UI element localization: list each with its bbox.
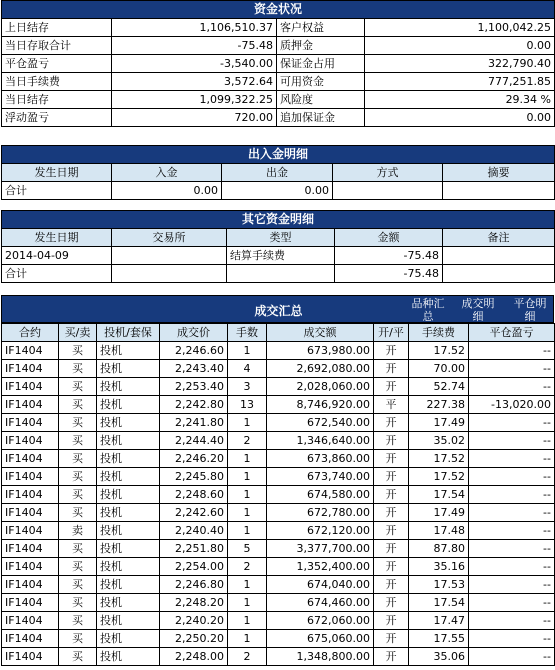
trade-fee: 52.74 <box>409 378 469 396</box>
trade-contract: IF1404 <box>2 378 59 396</box>
trade-price: 2,246.80 <box>160 576 228 594</box>
trade-openclose: 开 <box>374 378 409 396</box>
trade-amount: 8,746,920.00 <box>267 396 374 414</box>
trade-openclose: 开 <box>374 612 409 630</box>
trade-hedge: 投机 <box>97 576 160 594</box>
trade-contract: IF1404 <box>2 558 59 576</box>
funds-row <box>2 19 555 37</box>
trade-lots: 1 <box>228 630 267 648</box>
trade-fee: 35.16 <box>409 558 469 576</box>
trade-pnl: -13,020.00 <box>469 396 555 414</box>
trade-lots: 1 <box>228 522 267 540</box>
other-row-date: 2014-04-09 <box>2 247 112 265</box>
trade-lots: 4 <box>228 360 267 378</box>
trade-price: 2,246.20 <box>160 450 228 468</box>
table-row <box>2 360 555 378</box>
trade-hedge: 投机 <box>97 432 160 450</box>
trade-contract: IF1404 <box>2 648 59 666</box>
table-row <box>2 342 555 360</box>
trade-side: 买 <box>59 342 97 360</box>
table-row <box>2 558 555 576</box>
other-col-exchange: 交易所 <box>112 229 227 247</box>
funds-value: 322,790.40 <box>365 55 555 73</box>
trade-price: 2,254.00 <box>160 558 228 576</box>
funds-value: 0.00 <box>365 37 555 55</box>
trade-contract: IF1404 <box>2 576 59 594</box>
trade-fee: 17.54 <box>409 594 469 612</box>
trade-price: 2,243.40 <box>160 360 228 378</box>
other-col-note: 备注 <box>443 229 555 247</box>
funds-row <box>2 109 555 127</box>
trade-pnl: -- <box>469 522 555 540</box>
trade-lots: 1 <box>228 612 267 630</box>
other-total-row <box>2 265 555 283</box>
trade-pnl: -- <box>469 594 555 612</box>
funds-value: 1,106,510.37 <box>112 19 277 37</box>
trade-price: 2,251.80 <box>160 540 228 558</box>
trade-pnl: -- <box>469 630 555 648</box>
trade-price: 2,240.40 <box>160 522 228 540</box>
trade-side: 买 <box>59 612 97 630</box>
trade-fee: 35.06 <box>409 648 469 666</box>
funds-label: 客户权益 <box>277 19 365 37</box>
trade-hedge: 投机 <box>97 630 160 648</box>
trade-openclose: 平 <box>374 396 409 414</box>
funds-label: 浮动盈亏 <box>2 109 112 127</box>
funds-value: 29.34 % <box>365 91 555 109</box>
trades-col-hedge: 投机/套保 <box>97 324 160 342</box>
trade-contract: IF1404 <box>2 630 59 648</box>
trade-side: 买 <box>59 558 97 576</box>
trade-fee: 17.55 <box>409 630 469 648</box>
table-row <box>2 432 555 450</box>
trade-lots: 1 <box>228 576 267 594</box>
trade-lots: 2 <box>228 648 267 666</box>
funds-label: 可用资金 <box>277 73 365 91</box>
trade-openclose: 开 <box>374 414 409 432</box>
trade-pnl: -- <box>469 360 555 378</box>
trade-price: 2,241.80 <box>160 414 228 432</box>
trade-amount: 673,740.00 <box>267 468 374 486</box>
trade-openclose: 开 <box>374 576 409 594</box>
funds-table <box>1 0 555 127</box>
trade-hedge: 投机 <box>97 342 160 360</box>
trade-price: 2,248.20 <box>160 594 228 612</box>
trades-col-price: 成交价 <box>160 324 228 342</box>
inout-table <box>1 145 555 200</box>
table-row <box>2 486 555 504</box>
trade-amount: 3,377,700.00 <box>267 540 374 558</box>
funds-value: 720.00 <box>112 109 277 127</box>
inout-total-label: 合计 <box>2 182 112 200</box>
trades-col-contract: 合约 <box>2 324 59 342</box>
table-row <box>2 414 555 432</box>
trade-lots: 1 <box>228 450 267 468</box>
inout-total-row <box>2 182 555 200</box>
trade-side: 买 <box>59 360 97 378</box>
inout-col-in: 入金 <box>112 164 222 182</box>
trade-pnl: -- <box>469 450 555 468</box>
inout-col-out: 出金 <box>222 164 333 182</box>
inout-col-method: 方式 <box>333 164 443 182</box>
funds-label: 质押金 <box>277 37 365 55</box>
trade-lots: 1 <box>228 504 267 522</box>
trade-hedge: 投机 <box>97 522 160 540</box>
other-total-label: 合计 <box>2 265 112 283</box>
trade-lots: 1 <box>228 468 267 486</box>
trade-hedge: 投机 <box>97 504 160 522</box>
trade-price: 2,248.00 <box>160 648 228 666</box>
trade-fee: 17.54 <box>409 486 469 504</box>
trade-price: 2,240.20 <box>160 612 228 630</box>
trade-pnl: -- <box>469 504 555 522</box>
trades-col-lots: 手数 <box>228 324 267 342</box>
funds-value: -75.48 <box>112 37 277 55</box>
other-row <box>2 247 555 265</box>
trade-side: 买 <box>59 450 97 468</box>
trade-contract: IF1404 <box>2 450 59 468</box>
trade-price: 2,245.80 <box>160 468 228 486</box>
table-row <box>2 576 555 594</box>
trade-hedge: 投机 <box>97 594 160 612</box>
funds-row <box>2 55 555 73</box>
other-row-amount: -75.48 <box>335 247 443 265</box>
trade-contract: IF1404 <box>2 540 59 558</box>
trade-pnl: -- <box>469 558 555 576</box>
trade-contract: IF1404 <box>2 468 59 486</box>
trade-side: 买 <box>59 648 97 666</box>
trade-openclose: 开 <box>374 558 409 576</box>
trade-fee: 17.52 <box>409 450 469 468</box>
funds-label: 当日存取合计 <box>2 37 112 55</box>
trade-amount: 2,692,080.00 <box>267 360 374 378</box>
table-row <box>2 648 555 666</box>
trade-hedge: 投机 <box>97 558 160 576</box>
trade-openclose: 开 <box>374 432 409 450</box>
trade-openclose: 开 <box>374 504 409 522</box>
trade-fee: 17.52 <box>409 468 469 486</box>
funds-label: 当日手续费 <box>2 73 112 91</box>
trade-pnl: -- <box>469 342 555 360</box>
trades-col-openclose: 开/平 <box>374 324 409 342</box>
variety-summary-link[interactable]: 品种汇总 <box>411 297 445 323</box>
trade-price: 2,253.40 <box>160 378 228 396</box>
trade-contract: IF1404 <box>2 396 59 414</box>
trade-openclose: 开 <box>374 630 409 648</box>
funds-label: 风险度 <box>277 91 365 109</box>
trade-hedge: 投机 <box>97 378 160 396</box>
trade-openclose: 开 <box>374 468 409 486</box>
funds-label: 上日结存 <box>2 19 112 37</box>
funds-label: 当日结存 <box>2 91 112 109</box>
trade-lots: 13 <box>228 396 267 414</box>
funds-title: 资金状况 <box>2 1 555 19</box>
trade-contract: IF1404 <box>2 594 59 612</box>
trade-hedge: 投机 <box>97 486 160 504</box>
trade-amount: 675,060.00 <box>267 630 374 648</box>
trade-fee: 17.48 <box>409 522 469 540</box>
trade-hedge: 投机 <box>97 612 160 630</box>
trade-fee: 87.80 <box>409 540 469 558</box>
trade-openclose: 开 <box>374 486 409 504</box>
funds-label: 平仓盈亏 <box>2 55 112 73</box>
funds-value: 1,099,322.25 <box>112 91 277 109</box>
trade-price: 2,244.40 <box>160 432 228 450</box>
trades-col-fee: 手续费 <box>409 324 469 342</box>
funds-value: 777,251.85 <box>365 73 555 91</box>
trades-col-pnl: 平仓盈亏 <box>469 324 555 342</box>
trade-hedge: 投机 <box>97 540 160 558</box>
trade-contract: IF1404 <box>2 612 59 630</box>
trades-section <box>1 295 555 666</box>
trade-hedge: 投机 <box>97 450 160 468</box>
other-col-date: 发生日期 <box>2 229 112 247</box>
trade-side: 卖 <box>59 522 97 540</box>
trade-fee: 70.00 <box>409 360 469 378</box>
trade-side: 买 <box>59 540 97 558</box>
trade-pnl: -- <box>469 486 555 504</box>
funds-label: 追加保证金 <box>277 109 365 127</box>
table-row <box>2 396 555 414</box>
trade-hedge: 投机 <box>97 396 160 414</box>
trade-openclose: 开 <box>374 522 409 540</box>
trade-lots: 1 <box>228 594 267 612</box>
other-row-note <box>443 247 555 265</box>
funds-value: -3,540.00 <box>112 55 277 73</box>
trade-amount: 673,980.00 <box>267 342 374 360</box>
trade-lots: 2 <box>228 558 267 576</box>
trade-price: 2,246.60 <box>160 342 228 360</box>
trade-price: 2,248.60 <box>160 486 228 504</box>
trade-hedge: 投机 <box>97 648 160 666</box>
table-row <box>2 540 555 558</box>
trade-pnl: -- <box>469 612 555 630</box>
trade-price: 2,242.60 <box>160 504 228 522</box>
trade-fee: 35.02 <box>409 432 469 450</box>
other-col-type: 类型 <box>227 229 335 247</box>
table-row <box>2 378 555 396</box>
trade-fee: 227.38 <box>409 396 469 414</box>
table-row <box>2 450 555 468</box>
trade-amount: 1,346,640.00 <box>267 432 374 450</box>
funds-row <box>2 37 555 55</box>
trade-side: 买 <box>59 396 97 414</box>
funds-value: 3,572.64 <box>112 73 277 91</box>
trade-amount: 672,120.00 <box>267 522 374 540</box>
trade-lots: 3 <box>228 378 267 396</box>
trade-fee: 17.49 <box>409 414 469 432</box>
trade-contract: IF1404 <box>2 342 59 360</box>
funds-label: 保证金占用 <box>277 55 365 73</box>
trade-amount: 672,060.00 <box>267 612 374 630</box>
other-total-amount: -75.48 <box>335 265 443 283</box>
trade-lots: 5 <box>228 540 267 558</box>
trade-pnl: -- <box>469 576 555 594</box>
table-row <box>2 504 555 522</box>
trade-pnl: -- <box>469 540 555 558</box>
trade-openclose: 开 <box>374 594 409 612</box>
trade-side: 买 <box>59 576 97 594</box>
trades-title: 成交汇总 <box>254 304 303 318</box>
trade-hedge: 投机 <box>97 360 160 378</box>
trade-openclose: 开 <box>374 450 409 468</box>
trade-price: 2,242.80 <box>160 396 228 414</box>
trade-openclose: 开 <box>374 540 409 558</box>
trade-pnl: -- <box>469 648 555 666</box>
table-row <box>2 468 555 486</box>
trade-pnl: -- <box>469 414 555 432</box>
trade-amount: 674,460.00 <box>267 594 374 612</box>
inout-total-summary <box>443 182 555 200</box>
inout-title: 出入金明细 <box>2 146 555 164</box>
close-detail-link[interactable]: 平仓明细 <box>513 297 547 323</box>
funds-value: 0.00 <box>365 109 555 127</box>
trade-amount: 2,028,060.00 <box>267 378 374 396</box>
trade-side: 买 <box>59 414 97 432</box>
trade-pnl: -- <box>469 468 555 486</box>
trade-amount: 674,040.00 <box>267 576 374 594</box>
trade-openclose: 开 <box>374 360 409 378</box>
trade-pnl: -- <box>469 378 555 396</box>
inout-total-in: 0.00 <box>112 182 222 200</box>
trade-price: 2,250.20 <box>160 630 228 648</box>
funds-value: 1,100,042.25 <box>365 19 555 37</box>
trade-fee: 17.52 <box>409 342 469 360</box>
trades-table <box>1 323 555 666</box>
trade-side: 买 <box>59 630 97 648</box>
trade-amount: 672,540.00 <box>267 414 374 432</box>
trade-side: 买 <box>59 486 97 504</box>
trade-contract: IF1404 <box>2 414 59 432</box>
trade-side: 买 <box>59 594 97 612</box>
trade-amount: 1,352,400.00 <box>267 558 374 576</box>
trade-lots: 2 <box>228 432 267 450</box>
trades-col-side: 买/卖 <box>59 324 97 342</box>
trade-fee: 17.49 <box>409 504 469 522</box>
trade-contract: IF1404 <box>2 504 59 522</box>
trade-amount: 674,580.00 <box>267 486 374 504</box>
trade-pnl: -- <box>469 432 555 450</box>
trade-fee: 17.53 <box>409 576 469 594</box>
table-row <box>2 522 555 540</box>
trade-contract: IF1404 <box>2 522 59 540</box>
trade-amount: 1,348,800.00 <box>267 648 374 666</box>
other-row-type: 结算手续费 <box>227 247 335 265</box>
trade-hedge: 投机 <box>97 414 160 432</box>
inout-col-date: 发生日期 <box>2 164 112 182</box>
trades-col-amount: 成交额 <box>267 324 374 342</box>
trade-detail-link[interactable]: 成交明细 <box>461 297 495 323</box>
trade-lots: 1 <box>228 486 267 504</box>
funds-row <box>2 73 555 91</box>
trade-side: 买 <box>59 468 97 486</box>
trade-side: 买 <box>59 504 97 522</box>
table-row <box>2 630 555 648</box>
trades-header <box>1 295 554 323</box>
trade-amount: 672,780.00 <box>267 504 374 522</box>
trade-side: 买 <box>59 432 97 450</box>
trade-openclose: 开 <box>374 648 409 666</box>
other-row-exchange <box>112 247 227 265</box>
trade-lots: 1 <box>228 414 267 432</box>
other-col-amount: 金额 <box>335 229 443 247</box>
trade-amount: 673,860.00 <box>267 450 374 468</box>
funds-row <box>2 91 555 109</box>
trade-contract: IF1404 <box>2 486 59 504</box>
trade-openclose: 开 <box>374 342 409 360</box>
inout-total-method <box>333 182 443 200</box>
trade-hedge: 投机 <box>97 468 160 486</box>
trade-lots: 1 <box>228 342 267 360</box>
table-row <box>2 612 555 630</box>
trade-side: 买 <box>59 378 97 396</box>
inout-col-summary: 摘要 <box>443 164 555 182</box>
inout-total-out: 0.00 <box>222 182 333 200</box>
trade-contract: IF1404 <box>2 360 59 378</box>
trade-fee: 17.47 <box>409 612 469 630</box>
trade-contract: IF1404 <box>2 432 59 450</box>
other-table <box>1 210 555 283</box>
table-row <box>2 594 555 612</box>
other-title: 其它资金明细 <box>2 211 555 229</box>
